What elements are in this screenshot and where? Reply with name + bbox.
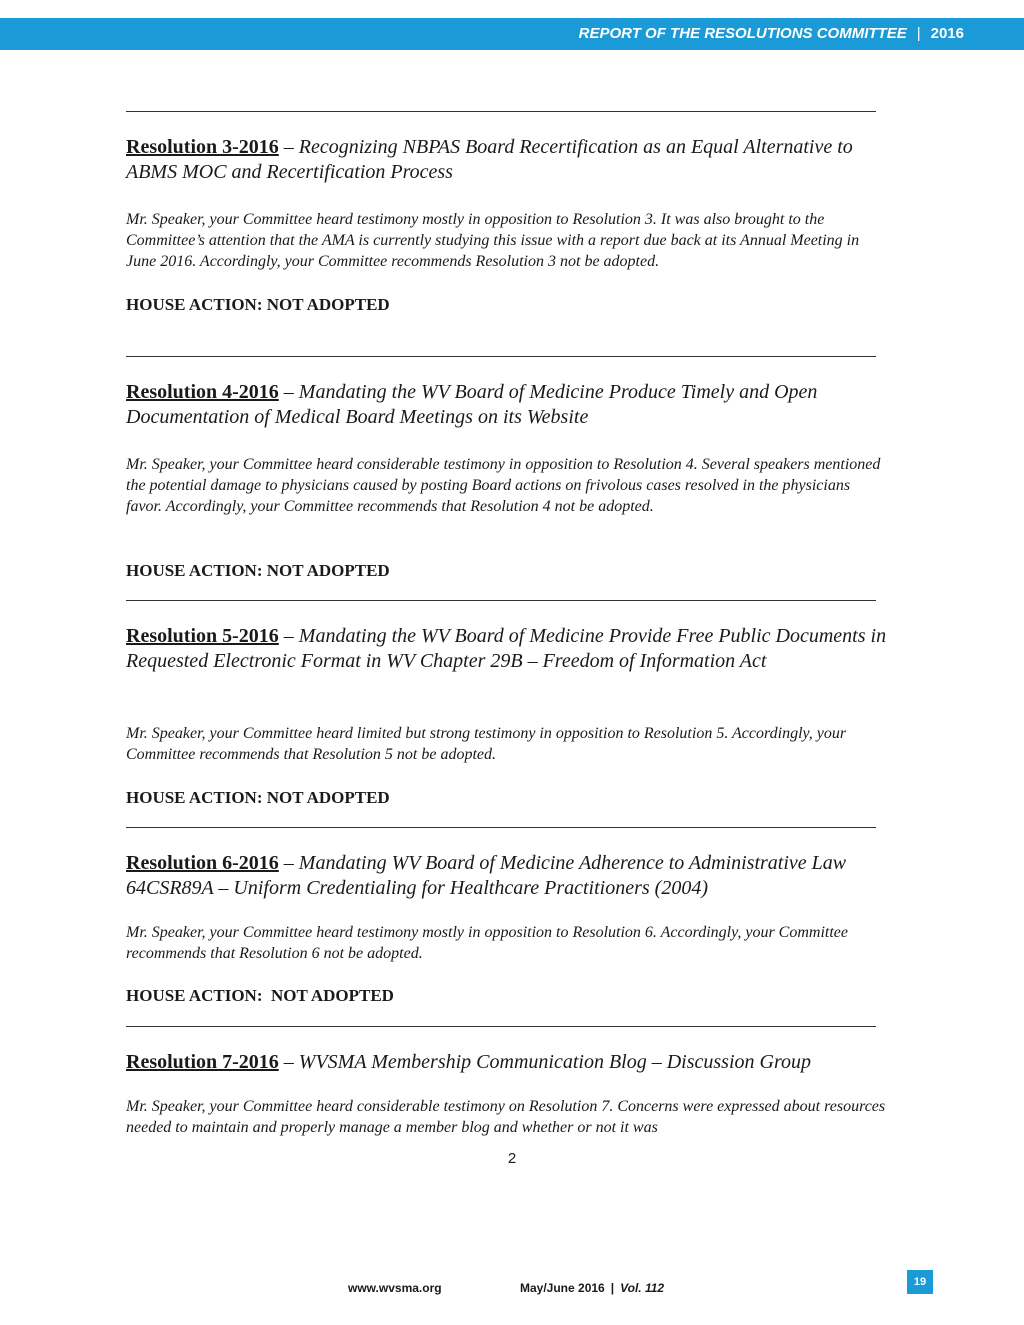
title-dash: – [278,1051,299,1073]
title-dash: – [278,136,299,158]
header-separator: | [916,25,921,42]
title-dash: – [278,852,299,874]
title-dash: – [278,625,299,647]
footer-website[interactable]: www.wvsma.org [348,1281,442,1295]
resolution-subject: Mandating the WV Board of Medicine Produce Timely and Open Documentation of Medical Board Meetings on its Website [126,381,818,428]
resolution-7-body: Mr. Speaker, your Committee heard considerable testimony on Resolution 7. Concerns were expressed about resources needed to maintain and properly manage a member blog and whether or not it was [126,1098,886,1136]
footer-issue [520,1281,664,1295]
resolution-subject: Recognizing NBPAS Board Recertification as an Equal Alternative to ABMS MOC and Recertification Process [126,136,853,183]
divider [126,600,876,601]
resolution-4-title [126,380,896,430]
header-year: 2016 [930,25,964,42]
header-title-group [579,18,964,50]
footer-volume: Vol. 112 [620,1281,665,1295]
resolution-5-body: Mr. Speaker, your Committee heard limited but strong testimony in opposition to Resolution 5. Accordingly, your Committee recommends that Resolution 5 not be adopted. [126,725,847,763]
resolution-4-body: Mr. Speaker, your Committee heard considerable testimony in opposition to Resolution 4. Several speakers mentioned the potential damage to physicians caused by posting Board actions on frivolous cases resolved in the physicians favor. Accordingly, your Committee recommends that Resolution 4 not be adopted. [126,456,881,515]
resolution-number: Resolution 4-2016 [126,381,279,403]
inner-page-number: 2 [507,1150,517,1167]
header-title: REPORT OF THE RESOLUTIONS COMMITTEE [578,25,907,42]
resolution-number: Resolution 5-2016 [126,625,279,647]
resolution-4-house-action: HOUSE ACTION: NOT ADOPTED [126,561,390,580]
page-number-badge: 19 [907,1270,933,1294]
resolution-5-title [126,624,896,674]
resolution-6-body: Mr. Speaker, your Committee heard testimony mostly in opposition to Resolution 6. Accordingly, your Committee recommends that Resolution 6 not be adopted. [126,924,848,962]
resolution-5-house-action: HOUSE ACTION: NOT ADOPTED [126,788,390,807]
resolution-6-house-action: HOUSE ACTION: NOT ADOPTED [126,986,394,1005]
resolution-number: Resolution 3-2016 [126,136,279,158]
resolution-number: Resolution 7-2016 [126,1051,279,1073]
footer-separator: | [610,1281,615,1295]
divider [126,827,876,828]
resolution-subject: Mandating WV Board of Medicine Adherence to Administrative Law 64CSR89A – Uniform Credentialing for Healthcare Practitioners (2004) [126,852,847,899]
resolution-7-title [126,1050,896,1075]
header-bar [0,18,1024,50]
resolution-3-title [126,135,896,185]
divider [126,1026,876,1027]
resolution-6-title [126,851,896,901]
resolution-3-house-action: HOUSE ACTION: NOT ADOPTED [126,295,390,314]
divider [126,111,876,112]
resolution-subject: Mandating the WV Board of Medicine Provide Free Public Documents in Requested Electronic Format in WV Chapter 29B – Freedom of Information Act [126,625,887,672]
resolution-number: Resolution 6-2016 [126,852,279,874]
divider [126,356,876,357]
resolution-3-body: Mr. Speaker, your Committee heard testimony mostly in opposition to Resolution 3. It was also brought to the Committee’s attention that the AMA is currently studying this issue with a report due back at its Annual Meeting in June 2016. Accordingly, your Committee recommends Resolution 3 not be adopted. [126,211,860,270]
title-dash: – [278,381,299,403]
resolution-subject: WVSMA Membership Communication Blog – Discussion Group [298,1051,811,1073]
footer-issue-date: May/June 2016 [520,1281,605,1295]
